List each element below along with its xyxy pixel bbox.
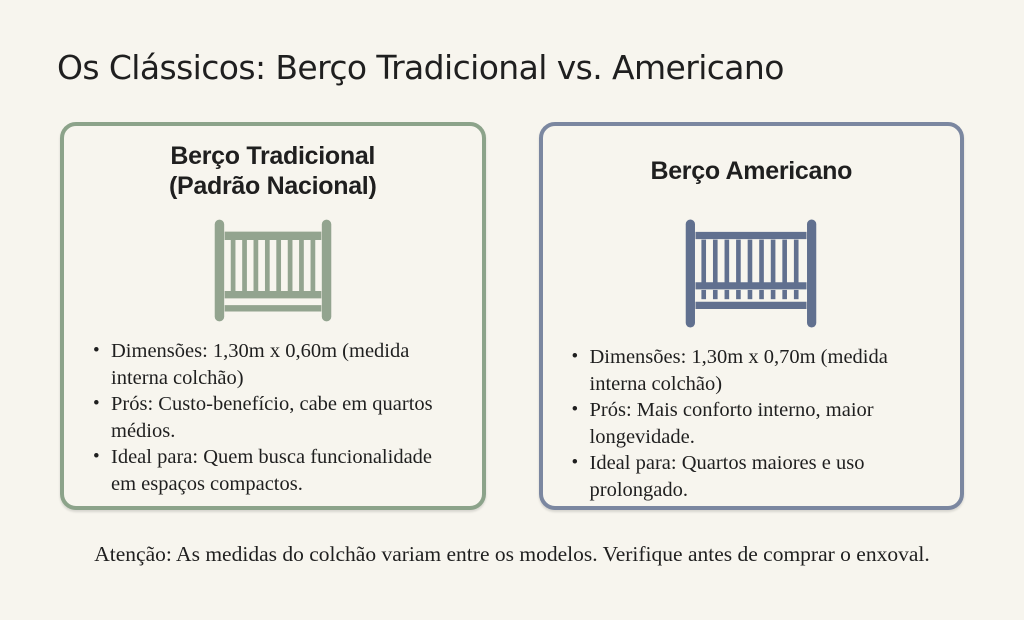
bullet-list-americano <box>569 344 935 503</box>
card-title-line: (Padrão Nacional) <box>169 172 377 200</box>
card-title-americano <box>650 140 852 202</box>
card-title-tradicional <box>169 140 376 202</box>
bullet-item: • Prós: Mais conforto interno, maior longevidade. <box>569 397 935 450</box>
card-title-line: Berço Tradicional <box>170 142 376 170</box>
bullet-item: • Prós: Custo-benefício, cabe em quartos médios. <box>90 391 456 444</box>
crib-traditional-icon <box>210 218 336 323</box>
page-title: Os Clássicos: Berço Tradicional vs. Americano <box>57 48 784 87</box>
comparison-cards <box>0 122 1024 510</box>
bullet-item: • Dimensões: 1,30m x 0,60m (medida interna colchão) <box>90 338 456 391</box>
bullet-list-tradicional <box>90 338 456 497</box>
slide-background <box>0 48 1024 620</box>
card-berco-americano <box>539 122 965 510</box>
bullet-item: • Ideal para: Quem busca funcionalidade em espaços compactos. <box>90 444 456 497</box>
bullet-item: • Ideal para: Quartos maiores e uso prolongado. <box>569 450 935 503</box>
card-berco-tradicional <box>60 122 486 510</box>
bullet-item: • Dimensões: 1,30m x 0,70m (medida interna colchão) <box>569 344 935 397</box>
crib-american-icon <box>681 218 821 329</box>
card-title-line: Berço Americano <box>650 157 853 185</box>
footer-note: Atenção: As medidas do colchão variam entre os modelos. Verifique antes de comprar o enxoval. <box>94 542 930 566</box>
